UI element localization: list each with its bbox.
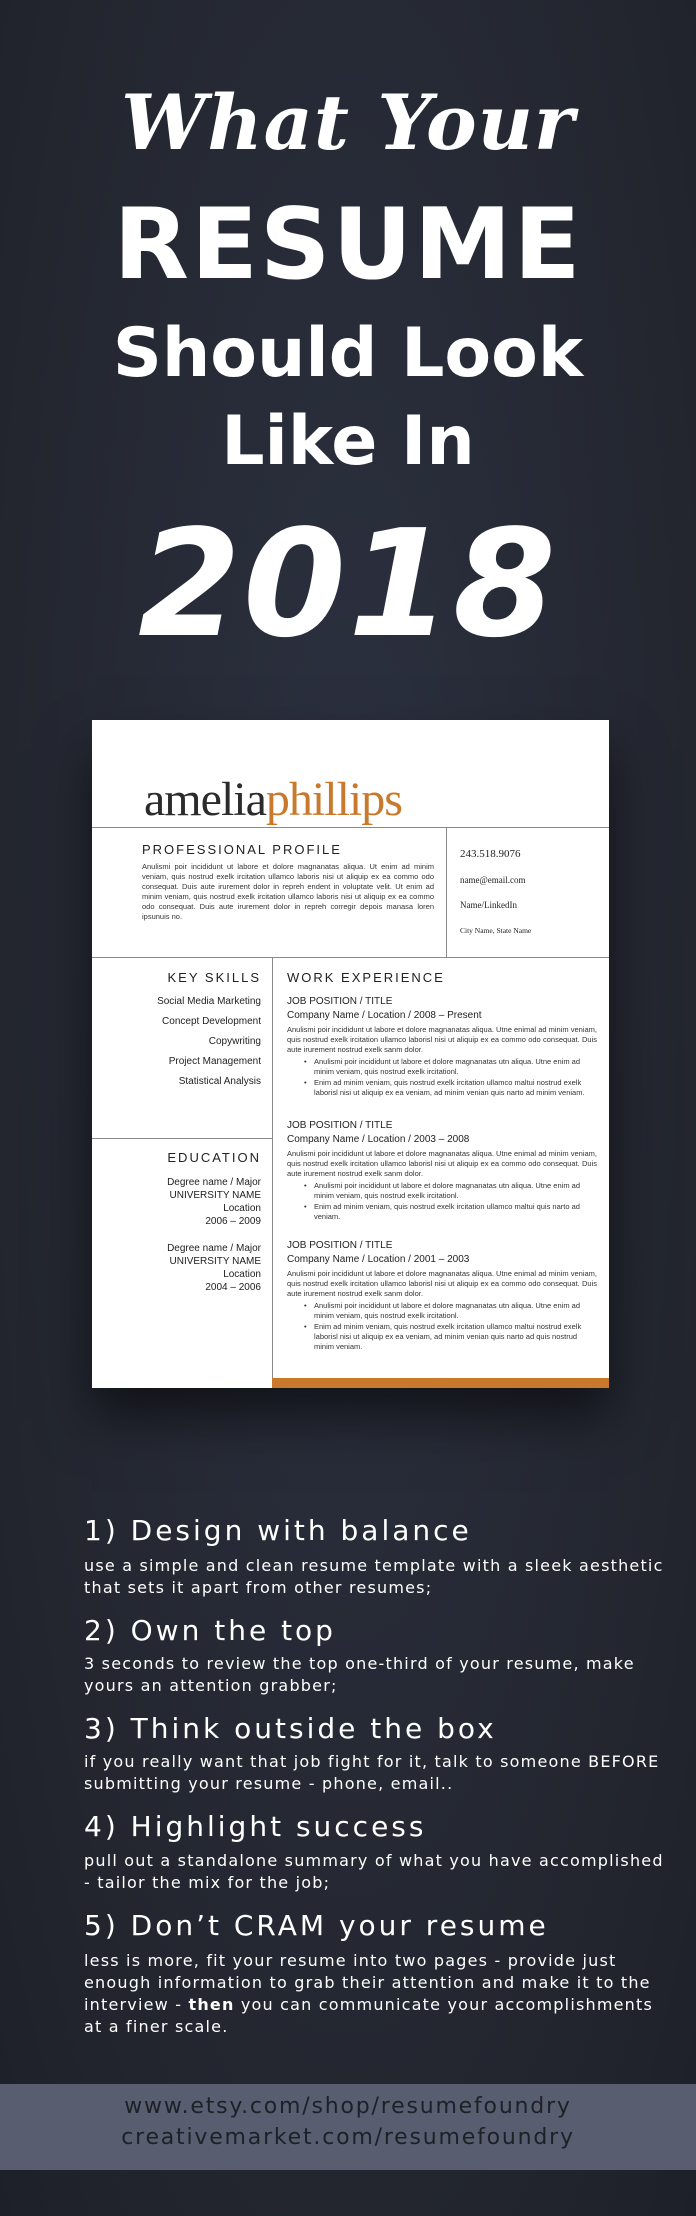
tip-body: if you really want that job fight for it, talk to someone BEFORE submitting your resume - phone, email..	[84, 1752, 660, 1793]
edu-location: Location	[223, 1203, 261, 1214]
divider	[92, 957, 609, 958]
skill-item: Statistical Analysis	[178, 1076, 261, 1087]
skill-item: Project Management	[168, 1056, 261, 1067]
contact-email: name@email.com	[460, 875, 526, 885]
education-heading: EDUCATION	[167, 1150, 261, 1165]
job-title: JOB POSITION / TITLE	[287, 1240, 393, 1251]
education-entry	[167, 1176, 261, 1228]
edu-years: 2004 – 2006	[205, 1282, 261, 1293]
job-title: JOB POSITION / TITLE	[287, 996, 393, 1007]
headline-should-look: Should Look	[112, 314, 584, 393]
tip-heading: 1) Design with balance	[84, 1514, 472, 1547]
contact-phone: 243.518.9076	[460, 848, 521, 860]
profile-heading: PROFESSIONAL PROFILE	[142, 842, 342, 857]
headline-what-your: What Your	[120, 78, 576, 167]
tip-body: pull out a standalone summary of what you have accomplished - tailor the mix for the job;	[84, 1851, 664, 1892]
divider	[272, 957, 273, 1378]
skills-list	[157, 996, 261, 1096]
job-text: Anulismi poir incididunt ut labore et dolore magnanatas aliqua. Utne enimal ad minim veniam, quis nostrud exelk ircitation ullamco laborisl nisi ut aliquip ex ea commo odo consequat. Duis aute irurement nostrud exelk sanm dolor.	[287, 1025, 597, 1054]
tip-body-text: less is more, fit your resume into two pages - provide just enough information to grab their attention and make it to the interview -	[84, 1951, 651, 2014]
accent-bar	[272, 1378, 609, 1388]
footer-link-creativemarket[interactable]: creativemarket.com/resumefoundry	[121, 2125, 575, 2150]
divider	[92, 1138, 272, 1139]
edu-degree: Degree name / Major	[167, 1177, 261, 1188]
job-bullet: • Enim ad minim veniam, quis nostrud exelk ircitation ullamco maltui quis narto ad veniam.	[314, 1202, 596, 1222]
divider	[446, 827, 447, 957]
experience-heading: WORK EXPERIENCE	[287, 970, 445, 985]
job-title: JOB POSITION / TITLE	[287, 1120, 393, 1131]
edu-school: UNIVERSITY NAME	[169, 1256, 261, 1267]
job-company: Company Name / Location / 2001 – 2003	[287, 1254, 470, 1265]
job-company: Company Name / Location / 2003 – 2008	[287, 1134, 470, 1145]
edu-degree: Degree name / Major	[167, 1243, 261, 1254]
edu-location: Location	[223, 1269, 261, 1280]
contact-linkedin: Name/LinkedIn	[460, 900, 517, 910]
headline-like-in: Like In	[221, 402, 475, 481]
resume-name	[144, 772, 402, 827]
skill-item: Concept Development	[162, 1016, 261, 1027]
footer-band	[0, 2084, 696, 2170]
job-bullet: • Enim ad minim veniam, quis nostrud exelk ircitation ullamco maltui nostrud exelk laborisl nisi ut aliquip ex ea veniam, ad minim venian quis narto ad minim veniam.	[314, 1078, 596, 1098]
contact-location: City Name, State Name	[460, 926, 532, 935]
tip-body	[84, 1950, 664, 2038]
divider	[92, 827, 609, 828]
tip-heading: 5) Don’t CRAM your resume	[84, 1909, 549, 1942]
tip-body-emphasis: then	[188, 1995, 235, 2014]
job-text: Anulismi poir incididunt ut labore et dolore magnanatas aliqua. Utne enimal ad minim veniam, quis nostrud exelk ircitation ullamco laborisl nisi ut aliquip ex ea commo odo consequat. Duis aute irurement nostrud exelk sanm dolor.	[287, 1269, 597, 1298]
tip-body-text: you can communicate your accomplishments at a finer scale.	[84, 1995, 654, 2036]
tip-body: 3 seconds to review the top one-third of your resume, make yours an attention grabber;	[84, 1654, 635, 1695]
edu-school: UNIVERSITY NAME	[169, 1190, 261, 1201]
edu-years: 2006 – 2009	[205, 1216, 261, 1227]
resume-last-name: phillips	[265, 773, 402, 826]
job-bullet: • Anulismi poir incididunt ut labore et dolore magnanatas utn aliqua. Utne enim ad minim veniam, quis nostrud exelk ircitationl.	[314, 1301, 596, 1321]
tip-body: use a simple and clean resume template with a sleek aesthetic that sets it apart from other resumes;	[84, 1556, 664, 1597]
footer-link-etsy[interactable]: www.etsy.com/shop/resumefoundry	[124, 2094, 572, 2119]
skill-item: Social Media Marketing	[157, 996, 261, 1007]
resume-first-name: amelia	[144, 773, 266, 826]
profile-text: Anulismi poir incididunt ut labore et dolore magnanatas aliqua. Ut enim ad minim veniam, quis nostrud exelk ircitation ullamco laboris nisi ut aliquip ex ea commo odo consequat. Duis aute irurement dolor in repreh endent in voluptate velit. Ut enim ad minim veniam, quis nostrud exelk ircitation ullamco laboris nisi ut aliquip ex ea commo odo consequat. Duis aute irurement dolor in repreh corregir depois manasa loren ipsunuis no.	[142, 862, 434, 921]
tip-heading: 4) Highlight success	[84, 1810, 427, 1843]
job-bullet: • Anulismi poir incididunt ut labore et dolore magnanatas utn aliqua. Utne enim ad minim veniam, quis nostrud exelk ircitationl.	[314, 1181, 596, 1201]
headline-year: 2018	[138, 498, 558, 670]
tip-heading: 3) Think outside the box	[84, 1712, 497, 1745]
skill-item: Copywriting	[208, 1036, 261, 1047]
headline-resume: RESUME	[113, 188, 583, 302]
resume-preview	[92, 720, 609, 1388]
job-text: Anulismi poir incididunt ut labore et dolore magnanatas aliqua. Utne enimal ad minim veniam, quis nostrud exelk ircitation ullamco laborisl nisi ut aliquip ex ea commo odo consequat. Duis aute irurement nostrud exelk sanm dolor.	[287, 1149, 597, 1178]
job-bullet: • Anulismi poir incididunt ut labore et dolore magnanatas utn aliqua. Utne enim ad minim veniam, quis nostrud exelk ircitationl.	[314, 1057, 596, 1077]
skills-heading: KEY SKILLS	[167, 970, 261, 985]
job-bullet: • Enim ad minim veniam, quis nostrud exelk ircitation ullamco maltui nostrud exelk laborisl nisi ut aliquip ex ea veniam, ad minim venian quis narto ad quis nostrud minim veniam.	[314, 1322, 596, 1352]
job-company: Company Name / Location / 2008 – Present	[287, 1010, 482, 1021]
education-entry	[167, 1242, 261, 1294]
tip-heading: 2) Own the top	[84, 1614, 336, 1647]
